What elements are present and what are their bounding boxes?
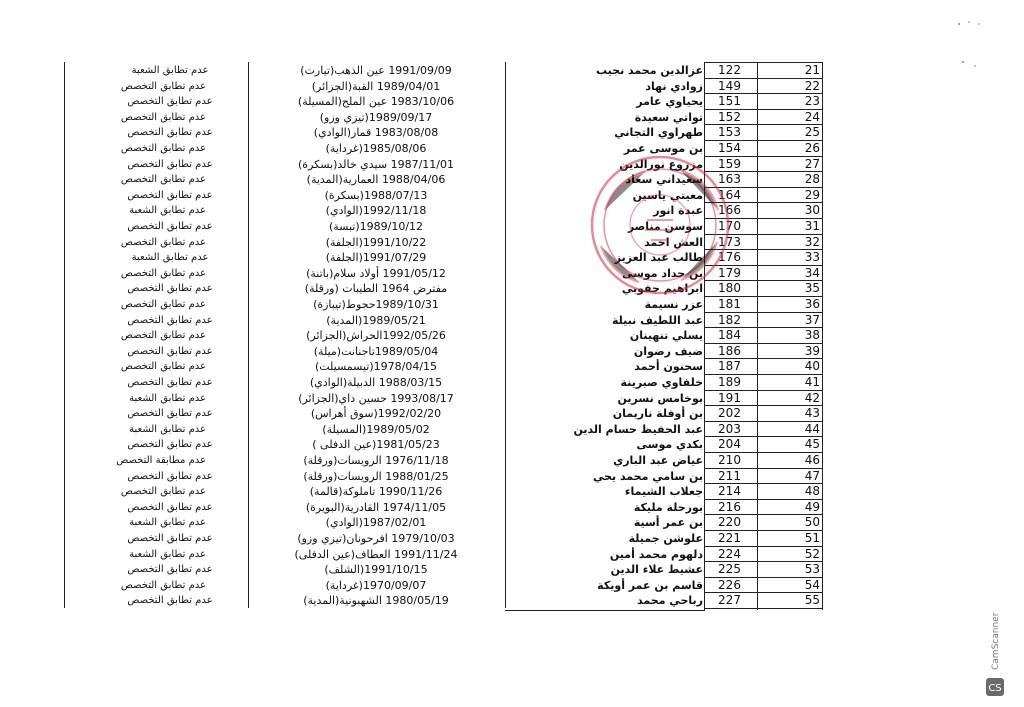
official-stamp	[585, 150, 735, 300]
candidate-name: جعلاب الشيماء	[624, 485, 703, 499]
candidate-name: بن موسى عمر	[623, 142, 703, 155]
row-number: 45	[804, 437, 820, 452]
candidate-code: 164	[718, 187, 741, 202]
candidate-name: بكدي موسى	[636, 438, 703, 452]
row-number: 26	[804, 141, 820, 155]
rejection-reason: عدم تطابق التخصص	[127, 345, 213, 357]
candidate-code: 220	[718, 515, 741, 530]
candidate-name: سوسن مناصر	[627, 220, 703, 233]
candidate-name: سحنون أحمد	[634, 360, 703, 374]
scan-specks	[955, 18, 985, 78]
row-number: 23	[804, 94, 820, 109]
candidate-code: 210	[718, 453, 741, 467]
grid-vline	[704, 62, 705, 610]
candidate-code: 149	[718, 78, 741, 93]
candidate-code: 163	[718, 172, 741, 187]
birth-date-place: 1991/07/29(الجلفة)	[325, 251, 427, 265]
grid-vline	[822, 62, 823, 610]
birth-date-place: 1983/10/06 عين الملح(المسيلة)	[297, 95, 455, 109]
rejection-reason: عدم تطابق التخصص	[127, 595, 213, 607]
candidate-name: يسلي تنهينان	[629, 329, 703, 343]
row-number: 21	[804, 63, 820, 77]
row-number: 24	[804, 109, 820, 124]
candidate-name: علوشن جميلة	[628, 532, 703, 545]
birth-date-place: 1989/10/12(تبسة)	[328, 220, 424, 233]
candidate-code: 211	[718, 468, 741, 483]
row-number: 49	[804, 499, 820, 514]
candidate-code: 166	[718, 203, 741, 218]
candidate-code: 202	[718, 406, 741, 421]
birth-date-place: 1985/08/06(غرداية)	[325, 142, 427, 155]
row-number: 43	[804, 406, 820, 421]
candidate-name: ضيف رضوان	[633, 344, 703, 358]
candidate-name: بن سامي محمد يحي	[592, 469, 703, 483]
svg-text:CamScanner: CamScanner	[991, 612, 1001, 670]
birth-date-place: 1990/11/26 تاملوكة(قالمة)	[309, 485, 443, 499]
grid-hline	[505, 610, 705, 611]
row-number: 54	[804, 577, 820, 592]
rejection-reason: عدم تطابق التخصص	[127, 470, 213, 482]
birth-date-place: 1991/11/24 العطاف(عين الدفلى)	[294, 547, 458, 561]
rejection-reason: عدم تطابق الشعبة	[131, 252, 209, 264]
rejection-reason: عدم تطابق الشعبة	[131, 65, 209, 76]
candidate-code: 191	[718, 390, 741, 405]
candidate-name: بن أوفلة ناريمان	[612, 407, 703, 421]
candidate-code: 224	[718, 546, 741, 561]
birth-date-place: 1983/08/08 قمار(الوادي)	[313, 126, 439, 140]
row-number: 41	[804, 375, 820, 389]
rejection-reason: عدم تطابق التخصص	[127, 501, 213, 513]
row-number: 36	[804, 297, 820, 311]
candidate-code: 214	[718, 484, 741, 499]
birth-date-place: 1988/04/06 العمارية(المدية)	[306, 173, 446, 187]
birth-date-place: 1980/05/19 الشهبونية(المدية)	[303, 594, 449, 608]
rejection-reason: عدم تطابق الشعبة	[129, 392, 206, 404]
candidate-name: طالب عبد العزيز	[614, 251, 703, 265]
rejection-reason: عدم تطابق التخصص	[127, 408, 213, 420]
rejection-reason: عدم تطابق التخصص	[120, 236, 206, 248]
rejection-reason: عدم تطابق التخصص	[120, 111, 206, 123]
birth-date-place: 1970/09/07(غرداية)	[325, 578, 427, 592]
birth-date-place: 1989/05/21(المدية)	[326, 313, 426, 327]
rejection-reason: عدم تطابق التخصص	[120, 361, 206, 373]
rejection-reason: عدم تطابق التخصص	[127, 533, 213, 544]
rejection-reason: عدم تطابق التخصص	[127, 439, 213, 451]
candidate-name: بورحلة مليكة	[633, 500, 703, 514]
candidate-name: زوادي نهاد	[645, 79, 703, 93]
rejection-reason: عدم تطابق التخصص	[127, 96, 213, 108]
svg-text:CS: CS	[988, 683, 1002, 694]
rejection-reason: عدم تطابق التخصص	[127, 127, 213, 139]
birth-date-place: 1981/05/23(عين الدفلى )	[312, 438, 440, 452]
row-number: 32	[804, 234, 820, 249]
rejection-reason: عدم تطابق الشعبة	[129, 423, 206, 435]
birth-date-place: 1993/08/17 حسين داي(الجزائر)	[298, 391, 454, 405]
birth-date-place: 1991/10/22(الجلفة)	[325, 235, 427, 249]
rejection-reason: عدم تطابق التخصص	[127, 377, 213, 388]
grid-vline	[505, 62, 506, 608]
candidate-name: بن عمر أسية	[633, 516, 703, 530]
birth-date-place: 1974/11/05 القادرية(البويرة)	[305, 500, 447, 514]
birth-date-place: 1987/11/01 سيدي خالد(بسكرة)	[298, 157, 454, 171]
rejection-reason: عدم تطابق التخصص	[120, 80, 206, 92]
rejection-reason: عدم مطابقة التخصص	[116, 455, 206, 466]
candidate-code: 184	[718, 328, 741, 343]
rejection-reason: عدم تطابق التخصص	[120, 299, 206, 310]
candidate-code: 186	[718, 343, 741, 358]
candidate-code: 181	[718, 297, 741, 311]
row-number: 52	[804, 546, 820, 561]
row-number: 35	[804, 281, 820, 296]
candidate-name: عياض عبد الباري	[613, 454, 703, 467]
candidate-name: سعيداني سعاد	[625, 173, 703, 187]
birth-date-place: 1992/02/20(سوق أهراس)	[310, 407, 442, 421]
birth-date-place: 1987/02/01(الوادي)	[325, 516, 427, 530]
birth-date-place: 1988/01/25 الرويسات(ورقلة)	[303, 469, 449, 483]
row-number: 25	[804, 125, 820, 140]
candidate-code: 203	[718, 421, 741, 436]
grid-vline	[757, 62, 758, 610]
birth-date-place: 1989/04/01 القبة(الجزائر)	[311, 79, 441, 93]
candidate-name: عبد الحفيظ حسام الدين	[573, 422, 703, 436]
rejection-reason: عدم تطابق التخصص	[127, 189, 213, 201]
candidate-code: 122	[718, 63, 741, 77]
candidate-name: عبدة انور	[653, 204, 703, 218]
candidate-code: 159	[718, 156, 741, 171]
candidate-name: دلهوم محمد أمين	[609, 547, 703, 561]
row-number: 51	[804, 531, 820, 545]
rejection-reason: عدم تطابق التخصص	[127, 283, 213, 295]
birth-date-place: 1989/09/17(تيزي وزو)	[319, 110, 433, 124]
rejection-reason: عدم تطابق التخصص	[120, 174, 206, 186]
candidate-name: عزر نسيمة	[644, 298, 703, 311]
rejection-reason: عدم تطابق التخصص	[120, 267, 206, 279]
candidate-code: 227	[718, 593, 741, 608]
rejection-reason: عدم تطابق التخصص	[127, 314, 213, 326]
candidate-code: 179	[718, 265, 741, 280]
candidate-code: 170	[718, 219, 741, 233]
row-number: 28	[804, 172, 820, 187]
row-number: 22	[804, 78, 820, 93]
candidate-name: عشيط علاء الدين	[610, 563, 703, 577]
rejection-reason: عدم تطابق التخصص	[120, 330, 206, 342]
candidate-code: 216	[718, 499, 741, 514]
candidate-name: تواتي سعيدة	[634, 110, 703, 124]
candidate-code: 221	[718, 531, 741, 545]
candidate-name: قاسم بن عمر أويكة	[597, 578, 703, 592]
candidate-code: 173	[718, 234, 741, 249]
candidate-name: معيتي ياسين	[632, 188, 703, 202]
row-number: 42	[804, 390, 820, 405]
candidate-code: 176	[718, 250, 741, 265]
candidate-code: 152	[718, 109, 741, 124]
candidate-name: طهراوي التجاني	[614, 126, 703, 140]
rejection-reason: عدم تطابق التخصص	[127, 158, 213, 170]
candidate-code: 187	[718, 359, 741, 374]
rejection-reason: عدم تطابق التخصص	[120, 143, 206, 154]
rejection-reason: عدم تطابق الشعبة	[129, 205, 206, 217]
birth-date-place: 1979/10/03 افرحونان(تيزي وزو)	[297, 532, 455, 545]
candidate-name: بن حداد موسى	[621, 266, 703, 280]
row-number: 46	[804, 453, 820, 467]
candidate-code: 225	[718, 562, 741, 577]
candidate-name: رباحي محمد	[637, 594, 703, 608]
candidate-code: 189	[718, 375, 741, 389]
candidate-code: 182	[718, 312, 741, 327]
birth-date-place: 1992/05/26الحراش(الجزائر)	[306, 329, 446, 343]
candidate-name: خلفاوي صبرينة	[620, 376, 703, 389]
camscanner-watermark	[980, 560, 1020, 700]
birth-date-place: 1989/05/02(المسيلة)	[322, 422, 430, 436]
grid-vline	[248, 62, 249, 608]
candidate-name: العش احمد	[644, 235, 703, 249]
candidate-code: 154	[718, 141, 741, 155]
rejection-reason: عدم تطابق التخصص	[127, 221, 213, 232]
row-number: 39	[804, 343, 820, 358]
birth-date-place: 1976/11/18 الرويسات(ورقلة)	[303, 454, 449, 467]
birth-date-place: 1988/03/15 الدبيلة(الوادي)	[309, 376, 443, 389]
candidate-name: عبد اللطيف نبيلة	[612, 313, 703, 327]
candidate-code: 180	[718, 281, 741, 296]
rejection-reason: عدم تطابق التخصص	[120, 486, 206, 498]
row-number: 40	[804, 359, 820, 374]
birth-date-place: 1991/10/15(الشلف)	[324, 563, 428, 577]
birth-date-place: 1988/07/13(بسكرة)	[324, 188, 428, 202]
candidate-code: 151	[718, 94, 741, 109]
row-number: 38	[804, 328, 820, 343]
candidate-name: عزالدين محمد نجيب	[596, 64, 703, 77]
row-number: 34	[804, 265, 820, 280]
birth-date-place: 1978/04/15(تيسمسيلت)	[314, 360, 438, 374]
rejection-reason: عدم تطابق الشعبة	[129, 548, 206, 560]
candidate-name: مزروع نورالدين	[619, 157, 703, 171]
candidate-code: 153	[718, 125, 741, 140]
row-number: 44	[804, 421, 820, 436]
row-number: 33	[804, 250, 820, 265]
rejection-reason: عدم تطابق التخصص	[127, 564, 213, 576]
row-number: 48	[804, 484, 820, 499]
rejection-reason: عدم تطابق الشعبة	[129, 517, 206, 529]
birth-date-place: 1992/11/18(الوادي)	[325, 204, 427, 218]
birth-date-place: 1991/05/12 أولاد سلام(باتنة)	[306, 266, 446, 280]
row-number: 53	[804, 562, 820, 577]
row-number: 50	[804, 515, 820, 530]
candidate-name: ابراهيم جفوبي	[621, 282, 703, 296]
row-number: 31	[804, 219, 820, 233]
row-number: 30	[804, 203, 820, 218]
rejection-reason: عدم تطابق التخصص	[120, 579, 206, 591]
row-number: 47	[804, 468, 820, 483]
row-number: 55	[804, 593, 820, 608]
candidate-code: 226	[718, 577, 741, 592]
birth-date-place: 1989/05/04تاجنانت(ميلة)	[313, 344, 439, 358]
birth-date-place: 1991/09/09 عين الذهب(تيارت)	[300, 64, 452, 77]
candidate-name: يحياوي عامر	[636, 95, 703, 109]
candidate-code: 204	[718, 437, 741, 452]
row-number: 29	[804, 187, 820, 202]
birth-date-place: 1989/10/31حجوط(تيبازة)	[313, 298, 439, 311]
birth-date-place: مفترض 1964 الطيبات (ورقلة)	[304, 282, 448, 296]
candidate-name: بوخامس نسرين	[617, 391, 703, 405]
row-number: 37	[804, 312, 820, 327]
row-number: 27	[804, 156, 820, 171]
